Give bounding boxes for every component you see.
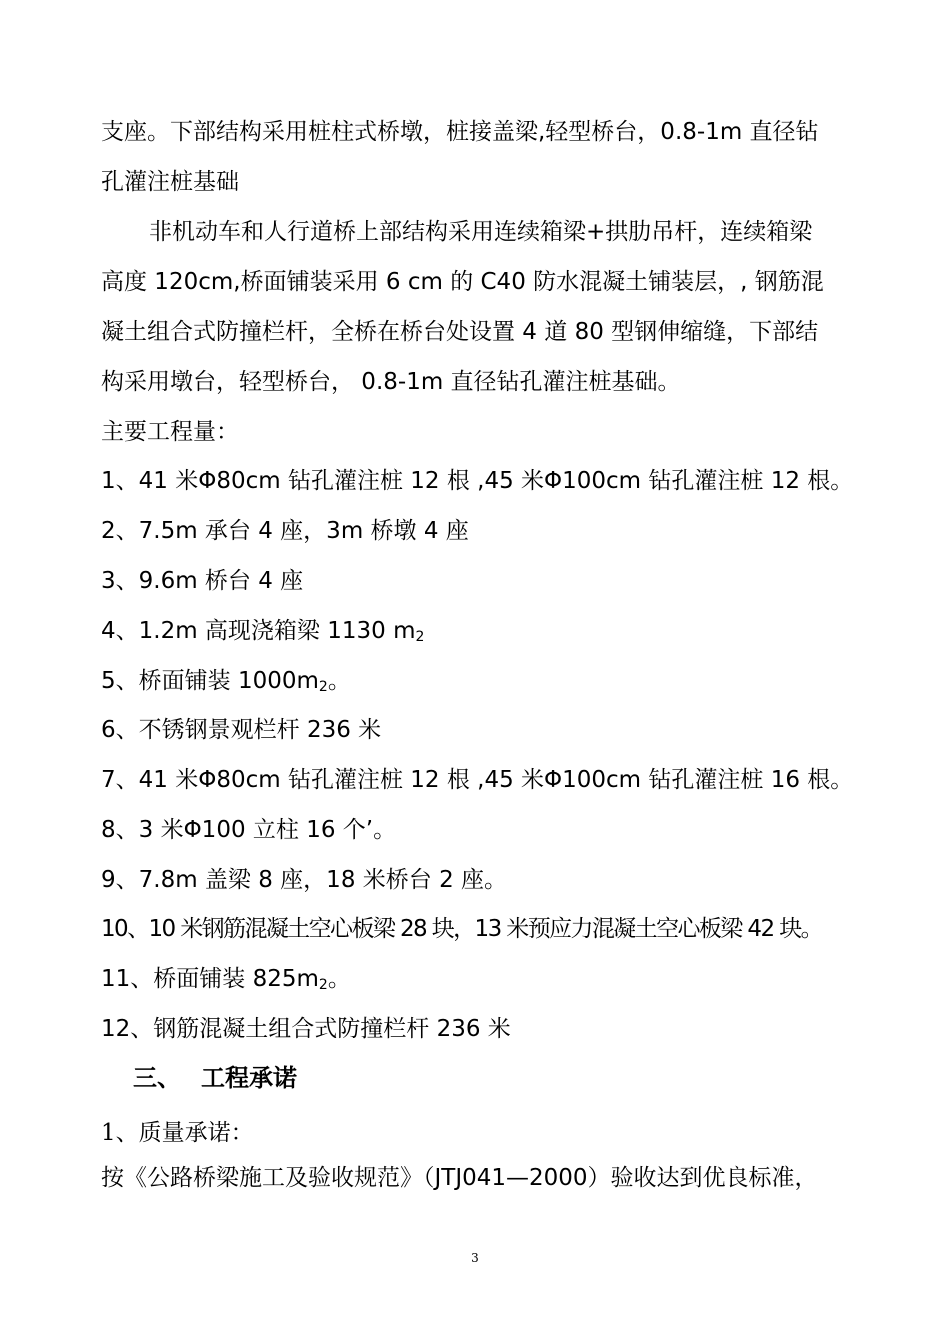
- quantity-item: 12、钢筋混凝土组合式防撞栏杆 236 米: [101, 1016, 511, 1042]
- quantity-item: 9、7.8m 盖梁 8 座，18 米桥台 2 座。: [101, 867, 508, 893]
- quantity-item: 6、不锈钢景观栏杆 236 米: [101, 717, 382, 743]
- section-heading: [133, 1062, 297, 1094]
- paragraph-line: 孔灌注桩基础: [101, 169, 239, 195]
- paragraph-line: 凝土组合式防撞栏杆，全桥在桥台处设置 4 道 80 型钢伸缩缝，下部结: [101, 319, 819, 345]
- section-title: 工程承诺: [201, 1064, 297, 1092]
- period: 。: [327, 966, 351, 992]
- paragraph-line: 支座。下部结构采用桩柱式桥墩，桩接盖梁,轻型桥台，0.8-1m 直径钻: [101, 119, 819, 145]
- quantity-item: [101, 615, 424, 653]
- quantity-item-text: 5、桥面铺装 1000m: [101, 668, 319, 694]
- quantity-item-text: 4、1.2m 高现浇箱梁 1130 m: [101, 618, 416, 644]
- quantity-item: 7、41 米Φ80cm 钻孔灌注桩 12 根 ,45 米Φ100cm 钻孔灌注桩 16 根。: [101, 767, 854, 793]
- quantity-item: 3、9.6m 桥台 4 座: [101, 568, 304, 594]
- page-number: 3: [471, 1251, 479, 1265]
- quantity-item: [101, 665, 351, 703]
- quantity-item: 8、3 米Φ100 立柱 16 个’。: [101, 817, 397, 843]
- quantity-item: 2、7.5m 承台 4 座，3m 桥墩 4 座: [101, 518, 469, 544]
- quality-label-text: 、质量承诺：: [115, 1120, 254, 1146]
- paragraph-line: 非机动车和人行道桥上部结构采用连续箱梁+拱肋吊杆，连续箱梁: [149, 219, 813, 245]
- section-number: 三、: [133, 1064, 181, 1092]
- quantities-title: 主要工程量：: [101, 419, 239, 445]
- subscript: 2: [318, 977, 328, 993]
- quality-label-number: 1: [101, 1120, 116, 1146]
- subscript: 2: [318, 679, 328, 695]
- paragraph-line: 高度 120cm,桥面铺装采用 6 cm 的 C40 防水混凝土铺装层，, 钢筋混: [101, 269, 824, 295]
- quantity-item: [101, 963, 351, 1001]
- quality-label: [101, 1117, 254, 1149]
- period: 。: [327, 668, 351, 694]
- paragraph-line: 构采用墩台，轻型桥台， 0.8-1m 直径钻孔灌注桩基础。: [101, 369, 681, 395]
- paragraph-line: 按《公路桥梁施工及验收规范》（JTJ041—2000）验收达到优良标准，: [101, 1165, 818, 1191]
- quantity-item-text: 11、桥面铺装 825m: [101, 966, 319, 992]
- quantity-item: 1、41 米Φ80cm 钻孔灌注桩 12 根 ,45 米Φ100cm 钻孔灌注桩 12 根。: [101, 468, 854, 494]
- quantity-item: 10、10 米钢筋混凝土空心板梁 28 块，13 米预应力混凝土空心板梁 42 块。: [101, 916, 822, 942]
- subscript: 2: [415, 629, 425, 645]
